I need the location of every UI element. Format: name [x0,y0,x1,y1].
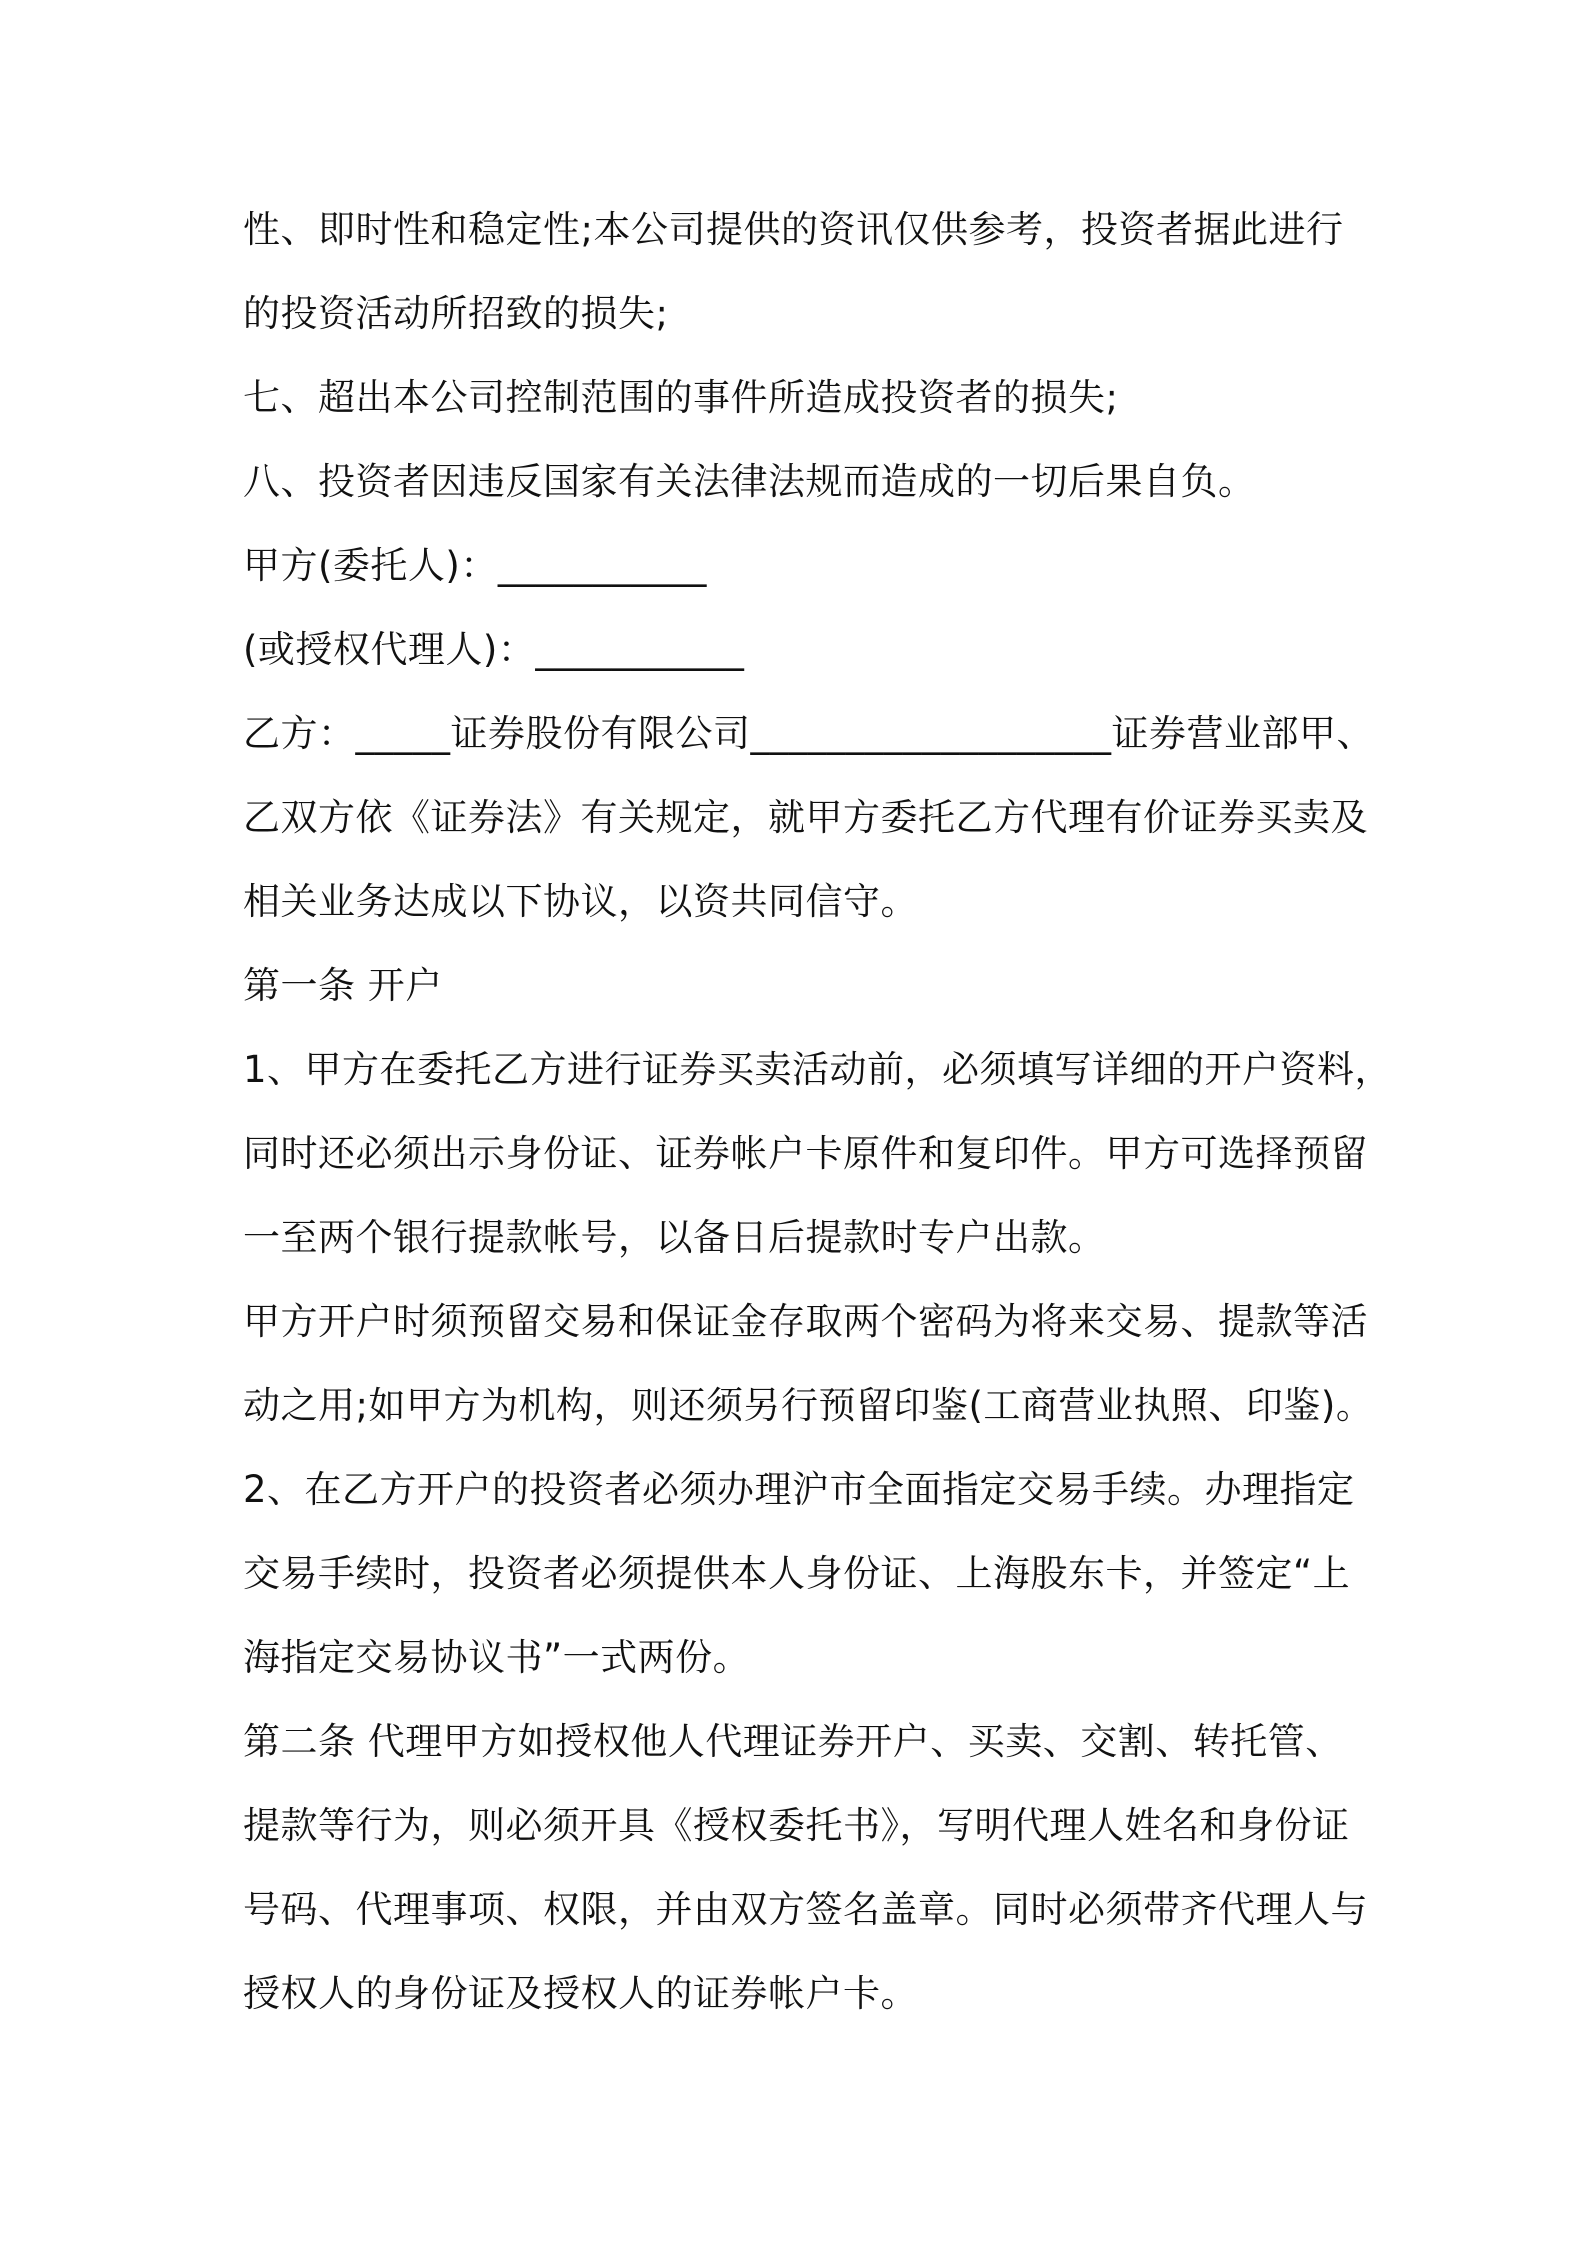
text-line: 1、甲方在委托乙方进行证券买卖活动前，必须填写详细的开户资料， [243,1048,1393,1091]
text-line: 海指定交易协议书”一式两份。 [243,1636,751,1679]
text-line: 相关业务达成以下协议，以资共同信守。 [243,880,918,923]
text-line: 号码、代理事项、权限，并由双方签名盖章。同时必须带齐代理人与 [243,1888,1368,1931]
text-line: 一至两个银行提款帐号，以备日后提款时专户出款。 [243,1216,1106,1259]
text-line: 性、即时性和稳定性;本公司提供的资讯仅供参考，投资者据此进行 [243,208,1344,251]
agent-signature-line: (或授权代理人)：___________ [243,628,745,671]
article-heading: 第一条 开户 [243,964,443,1007]
text-line: 同时还必须出示身份证、证券帐户卡原件和复印件。甲方可选择预留 [243,1132,1368,1175]
article-heading: 第二条 代理甲方如授权他人代理证券开户、买卖、交割、转托管、 [243,1720,1343,1763]
text-line: 授权人的身份证及授权人的证券帐户卡。 [243,1972,918,2015]
party-b-line: 乙方：_____证券股份有限公司___________________证券营业部甲、 [243,712,1374,755]
text-line: 八、投资者因违反国家有关法律法规而造成的一切后果自负。 [243,460,1256,503]
text-line: 动之用;如甲方为机构，则还须另行预留印鉴(工商营业执照、印鉴)。 [243,1384,1374,1427]
text-line: 的投资活动所招致的损失; [243,292,669,335]
text-line: 提款等行为，则必须开具《授权委托书》，写明代理人姓名和身份证 [243,1804,1350,1847]
text-line: 交易手续时，投资者必须提供本人身份证、上海股东卡，并签定“上 [243,1552,1351,1595]
text-line: 2、在乙方开户的投资者必须办理沪市全面指定交易手续。办理指定 [243,1468,1355,1511]
text-line: 乙双方依《证券法》有关规定，就甲方委托乙方代理有价证券买卖及 [243,796,1368,839]
party-a-signature-line: 甲方(委托人)：___________ [243,544,707,587]
text-line: 七、超出本公司控制范围的事件所造成投资者的损失; [243,376,1119,419]
text-line: 甲方开户时须预留交易和保证金存取两个密码为将来交易、提款等活 [243,1300,1368,1343]
